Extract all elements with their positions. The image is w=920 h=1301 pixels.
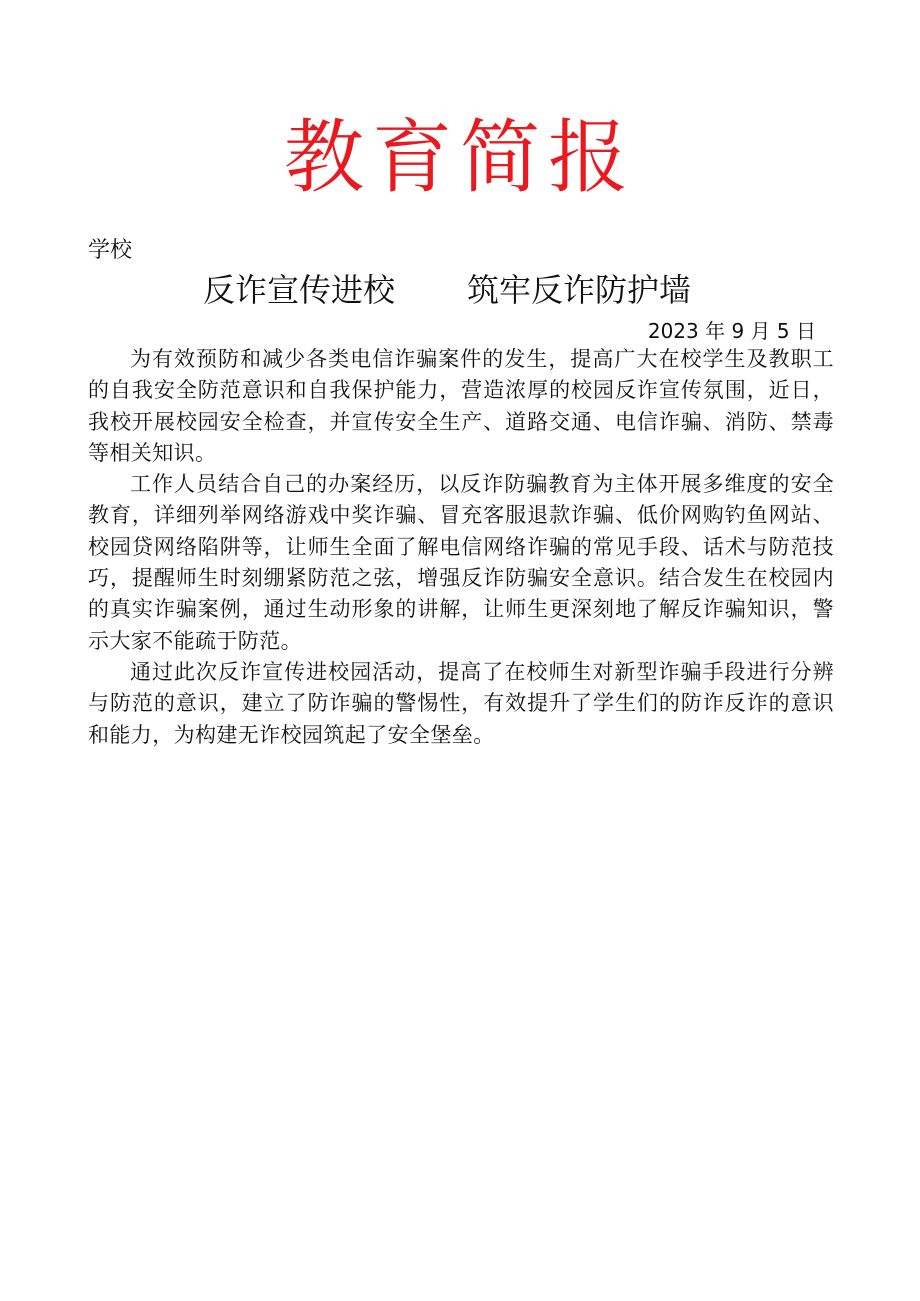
paragraph-3: 通过此次反诈宣传进校园活动，提高了在校师生对新型诈骗手段进行分辨与防范的意识，建立了防诈骗的警惕性，有效提升了学生们的防诈反诈的意识和能力，为构建无诈校园筑起了安全堡垒。 [88, 659, 834, 747]
paragraph-1: 为有效预防和减少各类电信诈骗案件的发生，提高广大在校学生及教职工的自我安全防范意识和自我保护能力，营造浓厚的校园反诈宣传氛围，近日，我校开展校园安全检查，并宣传安全生产、道路交通、电信诈骗、消防、禁毒等相关知识。 [88, 347, 834, 465]
headline-left: 反诈宣传进校 [203, 271, 396, 309]
school-label: 学校 [88, 238, 133, 263]
article-body [88, 344, 834, 751]
masthead-title: 教育简报 [284, 111, 636, 204]
report-date: 2023 年 9 月 5 日 [647, 319, 816, 343]
paragraph-2: 工作人员结合自己的办案经历，以反诈防骗教育为主体开展多维度的安全教育，详细列举网络游戏中奖诈骗、冒充客服退款诈骗、低价网购钓鱼网站、校园贷网络陷阱等，让师生全面了解电信网络诈骗的常见手段、话术与防范技巧，提醒师生时刻绷紧防范之弦，增强反诈防骗安全意识。结合发生在校园内的真实诈骗案例，通过生动形象的讲解，让师生更深刻地了解反诈骗知识，警示大家不能疏于防范。 [88, 472, 834, 653]
headline-right: 筑牢反诈防护墙 [467, 271, 692, 309]
